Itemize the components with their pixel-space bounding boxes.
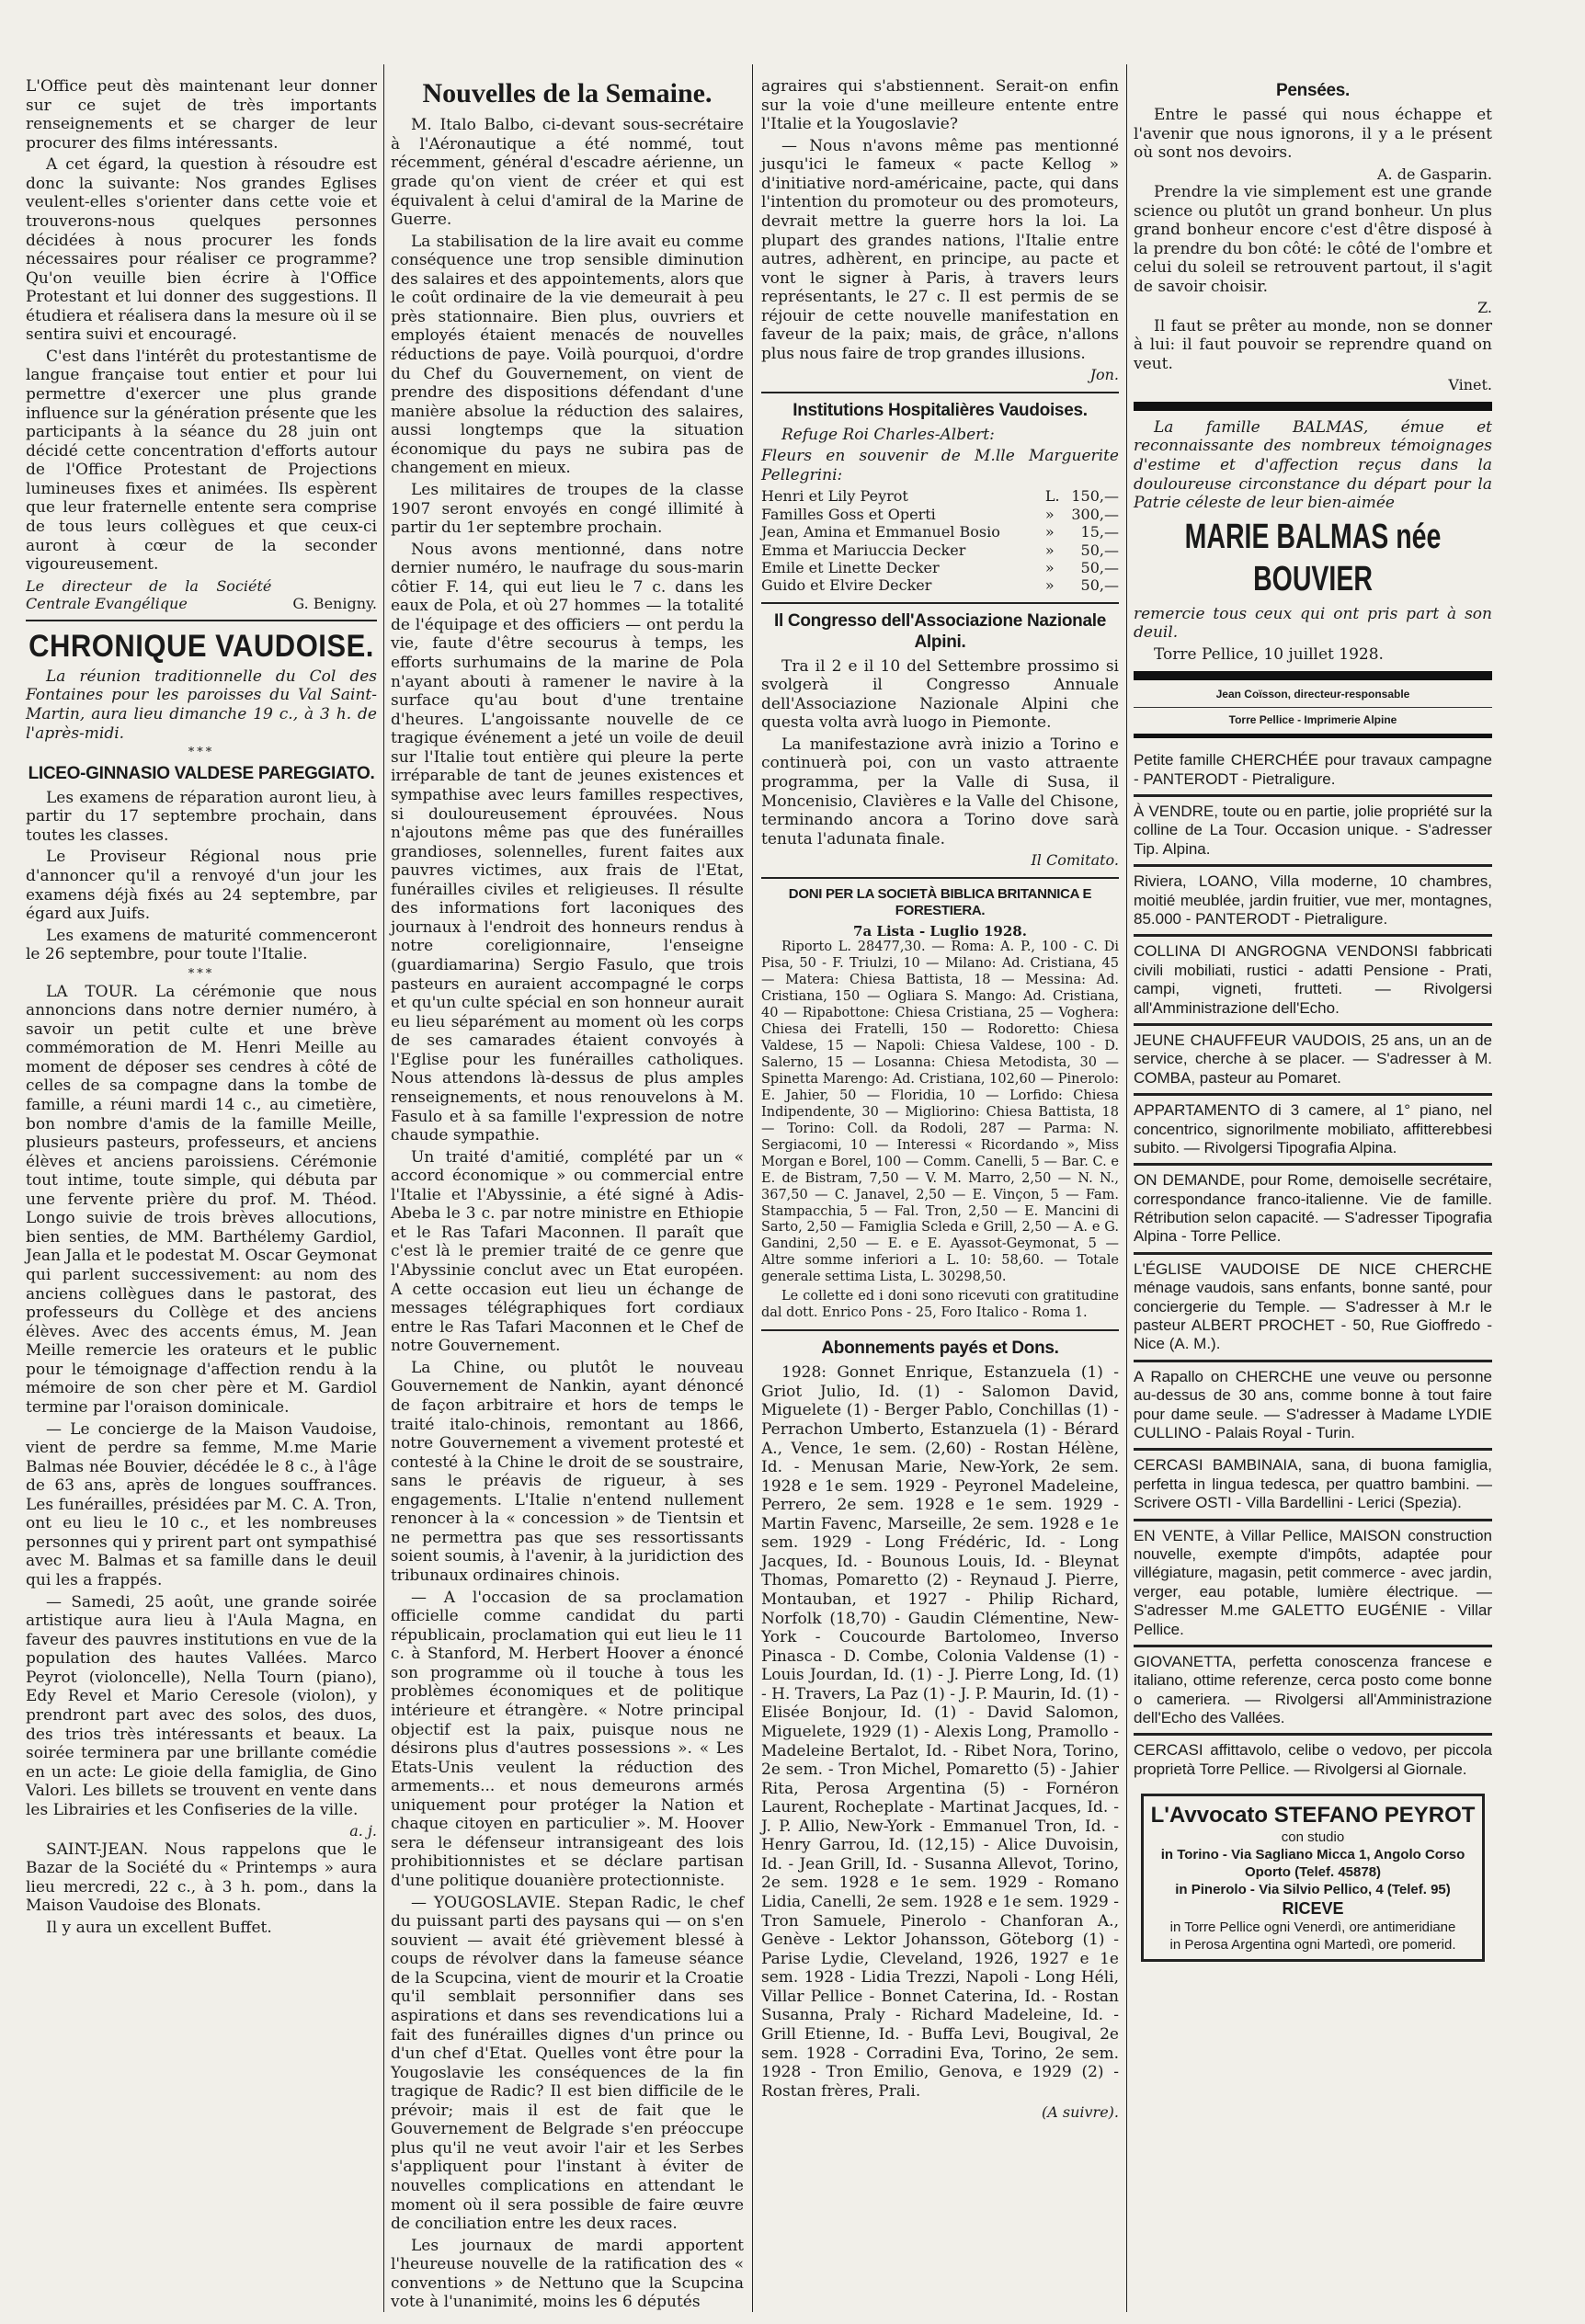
news-continuation: agraires qui s'abstiennent. Serait-on enfin sur la voie d'une meilleure entente entre l'Italie et la Yougoslavie?: [761, 77, 1119, 134]
pensee-text: Entre le passé qui nous échappe et l'avenir que nous ignorons, il y a le présent où sont nos devoirs.: [1134, 105, 1492, 163]
alpini-paragraph: La manifestazione avrà inizio a Torino e continuerà poi, con un vasto attraente programma, per la Valle di Susa, il Moncenisio, Clavières e la Valle del Chisone, terminando ancora a Torino dove sarà tenuta l'adunata finale.: [761, 735, 1119, 849]
intro-paragraph: C'est dans l'intérêt du protestantisme de langue française tout entier et pour lui permettre d'exercer une plus grande influence sur la génération présente que les participants à la séance du 28 juin ont décidé cette concentration d'efforts autour de l'Office Protestant de Projections lumineuses fixes et animées. Ils espèrent que leur fraternelle entente sera comprise de tous leurs collègues et que ceux-ci auront à cœur de la seconder vigoureusement.: [26, 347, 377, 575]
alpini-paragraph: Tra il 2 e il 10 del Settembre prossimo si svolgerà il Congresso Annuale dell'Associazione Nazionale Alpini che questa volta avrà luogo in Piemonte.: [761, 656, 1119, 733]
table-row: Emma et Mariuccia Decker » 50,—: [761, 541, 1119, 559]
news-paragraph: Nous avons mentionné, dans notre dernier numéro, le naufrage du sous-marin côtier F. 14, qui eut lieu le 7 c. dans les eaux de Pola, et où 27 hommes — la totalité de l'équipage et des officiers — ont perdu la vie, faute d'être secourus à temps, les efforts surhumains de la marine de Pola n'ayant abouti à ramener le navire à la surface qu'au bout d'une trentaine d'heures. L'angoissante nouvelle de ce tragique événement a jeté un voile de deuil sur l'Italie tout entière qui pleure la perte irréparable de tant de jeunes existences et sympathise avec leurs familles respectives, si douloureusement éprouvées. Nous n'ajoutons même pas que des funérailles grandioses, solennelles, furent faites aux pauvres victimes, aux frais de l'Etat, funérailles civiles et religieuses. Il résulte des informations fort laconiques des journaux à l'endroit des honneurs rendus à notre coreligionnaire, l'enseigne (guardiamarina) Sergio Fasulo, que trois pasteurs en auraient accompagné le corps et qu'un culte spécial en son honneur aurait eu lieu séparément au moment où les corps de ses camarades étaient convoyés à l'Eglise pour les funérailles catholiques. Nous attendons là-dessus de plus amples renseignements, et nous renouvelons à M. Fasulo et à sa famille l'expression de notre chaude sympathie.: [391, 540, 744, 1145]
classified-ad: L'ÉGLISE VAUDOISE DE NICE CHERCHE ménage vaudois, sans enfants, bonne santé, pour conciergerie du Temple. — S'adresser à M.r le pasteur ALBERT PROCHET - 50, Rue Gioffredo - Nice (A. M.).: [1134, 1252, 1492, 1360]
news-paragraph: M. Italo Balbo, ci-devant sous-secrétaire à l'Aéronautique a été nommé, tout récemment, général d'escadre aérienne, un grade qu'on vient de créer et qui est équivalent à celui d'amiral de la Marine de Guerre.: [391, 116, 744, 230]
classified-ad: EN VENTE, à Villar Pellice, MAISON construction nouvelle, exempte d'impôts, adaptée pour villégiature, magasin, petit commerce - avec jardin, verger, eau potable, lumière électrique. — S'adresser M.me GALETTO EUGÉNIE - Villar Pellice.: [1134, 1519, 1492, 1645]
balmas-date: Torre Pellice, 10 juillet 1928.: [1154, 644, 1384, 664]
column-rule: [752, 64, 753, 2312]
latour-paragraph: — Le concierge de la Maison Vaudoise, vient de perdre sa femme, M.me Marie Balmas née Bouvier, décédée le 8 c., à l'âge de 63 ans, après de longues souffrances. Les funérailles, présidées par M. C. A. Tron, ont eu lieu le 10 c., et les nombreuses personnes qui y prirent part ont sympathisé avec M. Balmas et sa famille dans le deuil qui les a frappés.: [26, 1419, 377, 1590]
pensee-text: Prendre la vie simplement est une grande science ou plutôt un grand bonheur. Un plus grand bonheur encore c'est d'être disposé à la prendre du bon côté: le côté de l'ombre et celui du soleil se retrouvent partout, il s'agit de savoir choisir.: [1134, 183, 1492, 296]
table-row: Henri et Lily Peyrot L. 150,—: [761, 487, 1119, 506]
classified-ad: CERCASI BAMBINAIA, sana, di buona famiglia, perfetta in lingua tedesca, per quattro bambini. — Scrivere OSTI - Villa Bardellini - Lerici (Spezia).: [1134, 1448, 1492, 1518]
news-paragraph: Un traité d'amitié, complété par un « accord économique » ou commercial entre l'Italie et l'Abyssinie, a été signé à Adis-Abeba le 3 c. par notre ministre en Ethiopie et le Ras Tafari Maconnen. Il paraît que c'est là le premier traité de ce genre que l'Abyssinie conclut avec un Etat européen. A cette occasion eut lieu un échange de messages télégraphiques fort cordiaux entre le Ras Tafari Maconnen et le Chef de notre Gouvernement.: [391, 1147, 744, 1356]
imprint-director: Jean Coïsson, directeur-responsable: [1215, 688, 1410, 701]
classified-ad: ON DEMANDE, pour Rome, demoiselle secrétaire, correspondance franco-italienne. Vie de famille. Rétribution selon capacité. — S'adresser Tipografia Alpina - Torre Pellice.: [1134, 1163, 1492, 1252]
separator-stars: ***: [188, 746, 215, 760]
column-4: [1134, 77, 1492, 2302]
table-row: Emile et Linette Decker » 50,—: [761, 558, 1119, 576]
classified-ad: A Rapallo on CHERCHE une veuve ou personne au-dessus de 30 ans, comme bonne à tout faire pour dame seule. — S'adresser à Madame LYDIE CULLINO - Palais Royal - Turin.: [1134, 1360, 1492, 1449]
doni-title: DONI PER LA SOCIETÀ BIBLICA BRITANNICA E FORESTIERA.: [788, 885, 1092, 918]
black-divider: [1134, 671, 1492, 680]
liceo-title: LICEO-GINNASIO VALDESE PAREGGIATO.: [28, 763, 375, 783]
classified-ad: APPARTAMENTO di 3 camere, al 1° piano, nel concentrico, signorilmente mobiliato, affitterebbesi subito. — Rivolgersi Tipografia Alpina.: [1134, 1093, 1492, 1163]
news-signature: Jon.: [1089, 366, 1119, 384]
intro-signature-title: Le directeur de la Société Centrale Evangélique: [26, 576, 272, 612]
lawyer-line: RICEVE: [1282, 1899, 1344, 1919]
lawyer-line: in Pinerolo - Via Silvio Pellico, 4 (Telef. 95): [1175, 1881, 1451, 1897]
classified-ad: COLLINA DI ANGROGNA VENDONSI fabbricati civili mobiliati, rustici - adatti Pensione - Prati, campi, vigneti, frutteti. — Rivolgersi all'Amministrazione dell'Echo.: [1134, 934, 1492, 1023]
black-divider: [1134, 402, 1492, 411]
stjean-paragraph: SAINT-JEAN. Nous rappelons que le Bazar de la Société du « Printemps » aura lieu mercredi, 22 c., à 3 h. pom., dans la Maison Vaudoise des Blonats.: [26, 1840, 377, 1916]
classified-ad: GIOVANETTA, perfetta conoscenza francese e italiano, ottime referenze, cerca posto come bonne o cameriera. — Rivolgersi all'Amministrazione dell'Echo des Vallées.: [1134, 1645, 1492, 1734]
liceo-paragraph: Les examens de maturité commenceront le 26 septembre, pour toute l'Italie.: [26, 926, 377, 964]
lawyer-line: con studio: [1281, 1829, 1345, 1846]
alpini-signature: Il Comitato.: [1031, 851, 1119, 870]
classified-ad: JEUNE CHAUFFEUR VAUDOIS, 25 ans, un an de service, cherche à se placer. — S'adresser à M. COMBA, pasteur au Pomaret.: [1134, 1023, 1492, 1093]
latour-signature: a. j.: [349, 1822, 377, 1840]
balmas-name: MARIE BALMAS née BOUVIER: [1184, 517, 1442, 598]
news-paragraph: Les journaux de mardi apportent l'heureuse nouvelle de la ratification des « conventions » de Nettuno que la Scupcina vote à l'unanimité, moins les 6 députés: [391, 2236, 744, 2312]
news-paragraph: La stabilisation de la lire avait eu comme conséquence une trop sensible diminution des salaires et des appointements, alors que le coût ordinaire de la vie demeurait à peu près stationnaire. Bien plus, ouvriers et employés étaient menacés de nouvelles réductions de paye. Voilà pourquoi, d'ordre du Chef du Gouvernement, on vient de prendre des dispositions défendant d'une manière absolue la réduction des salaires, aussi longtemps que la situation économique du pays ne subira pas de changement en mieux.: [391, 232, 744, 478]
alpini-title: Il Congresso dell'Associazione Nazionale Alpini.: [773, 610, 1106, 652]
latour-paragraph: — Samedi, 25 août, une grande soirée artistique aura lieu à l'Aula Magna, en faveur des pauvres institutions en vue de la population des hautes Vallées. Marco Peyrot (violoncelle), Nella Tourn (piano), Edy Revel et Mario Ceresole (violon), y prendront part avec des solos, des duos, des trios très intéressants et beaux. La soirée terminera par une brillante comédie en un acte: Le gioie della famiglia, de Gino Valori. Les billets se trouvent en vente dans les Librairies et les Confiseries de la ville.: [26, 1592, 377, 1819]
table-row: Guido et Elvire Decker » 50,—: [761, 576, 1119, 595]
intro-paragraph: L'Office peut dès maintenant leur donner sur ce sujet de très importants renseignements et se charger de leur procurer des films intéressants.: [26, 77, 377, 153]
latour-paragraph: LA TOUR. La cérémonie que nous annoncions dans notre dernier numéro, à savoir un petit culte et une brève commémoration de M. Henri Meille au moment de déposer ses cendres à côté de celles de sa compagne dans la tombe de famille, a réuni mardi 14 c., au cimetière, bon nombre d'amis de la famille Meille, plusieurs pasteurs, professeurs, et anciens élèves et anciens paroissiens. Cérémonie tout intime, toute simple, qui débuta par une fervente prière du prof. M. Théod. Longo suivie de trois brèves allocutions, bien senties, de MM. Barthélemy Gardiol, Jean Jalla et le podestat M. Oscar Geymonat qui parlent successivement: au nom des anciens collègues dans le pastorat, des professeurs du Collège et des anciens élèves. Avec des accents émus, M. Jean Meille remercie les orateurs et le public pour le témoignage d'affection rendu à la mémoire de son cher père et M. Gardiol termine par l'oraison dominicale.: [26, 982, 377, 1417]
balmas-notice: remercie tous ceux qui ont pris part à son deuil.: [1134, 604, 1492, 643]
liceo-paragraph: Le Proviseur Régional nous prie d'annoncer qu'il a renvoyé d'un jour les examens déjà fixés au 24 septembre, par égard aux Juifs.: [26, 848, 377, 924]
intro-signature-name: G. Benigny.: [292, 594, 377, 612]
news-continuation: — Nous n'avons même pas mentionné jusqu'ici le fameux « pacte Kellog » d'initiative nord-américaine, pacte, qui dans l'intention du promoteur ou des promoteurs, devrait mettre la guerre hors la loi. La plupart des grandes nations, l'Italie entre autres, adhèrent, en principe, au pacte et vont le signer à Paris, à travers leurs représentants, le 27 c. Il est permis de se réjouir de cette nouvelle manifestation en faveur de la paix; mais, de grâce, n'allons plus nous faire de trop grandes illusions.: [761, 136, 1119, 363]
institutions-title: Institutions Hospitalières Vaudoises.: [792, 400, 1088, 420]
classified-ad: À VENDRE, toute ou en partie, jolie propriété sur la colline de La Tour. Occasion unique. - S'adresser Tip. Alpina.: [1134, 794, 1492, 864]
column-3: [761, 77, 1119, 2302]
column-rule: [1126, 64, 1127, 2312]
lawyer-line: in Torino - Via Sagliano Micca 1, Angolo Corso Oporto (Telef. 45878): [1160, 1847, 1465, 1880]
donations-table: [761, 487, 1119, 594]
news-paragraph: La Chine, ou plutôt le nouveau Gouvernement de Nankin, ayant dénoncé de façon arbitraire et hors de temps le traité italo-chinois, remontant au 1866, notre Gouvernement a vivement protesté et contesté à la Chine le droit de se soustraire, sans le préavis de rigueur, à ses engagements. L'Italie n'entend nullement renoncer à la « concession » de Tientsin et ne permettra pas que ses ressortissants soient soumis, à l'avenir, à la juridiction des tribunaux ordinaires chinois.: [391, 1358, 744, 1586]
balmas-notice: La famille BALMAS, émue et reconnaissante des nombreux témoignages d'estime et d'affection reçus dans la douloureuse circonstance du départ pour la Patrie céleste de leur bien-aimée: [1134, 417, 1492, 513]
classified-ad: Riviera, LOANO, Villa moderne, 10 chambres, moitié meublée, jardin fruitier, vue mer, montagnes, 85.000 - PANTERODT - Pietraligure.: [1134, 864, 1492, 934]
news-paragraph: — YOUGOSLAVIE. Stepan Radic, le chef du puissant parti des paysans qui — on s'en souvient — avait été grièvement blessé à coups de révolver dans la fameuse séance de la Scupcina, vient de mourir et la Croatie qu'il semblait personnifier dans ses aspirations et dans ses revendications lui a fait des funérailles dignes d'un prince ou d'un chef d'Etat. Quelles vont être pour la Yougoslavie les conséquences de la fin tragique de Radic? Il est bien difficile de le prévoir; mais il est de fait que le Gouvernement de Belgrade s'en préoccupe plus qu'il ne veut avoir l'air et les Serbes s'appliquent pour l'instant à éviter de nouvelles complications en attendant le moment où il sera possible de faire œuvre de conciliation entre les deux races.: [391, 1893, 744, 2234]
table-row: Jean, Amina et Emmanuel Bosio » 15,—: [761, 523, 1119, 541]
lawyer-ad: [1141, 1794, 1485, 1962]
table-row: Familles Goss et Operti » 300,—: [761, 505, 1119, 523]
pensee-author: Vinet.: [1448, 376, 1492, 394]
doni-list: Riporto L. 28477,30. — Roma: A. P., 100 - C. Di Pisa, 50 - F. Triulzi, 10 — Milano: Ad. Cristiana, 45 — Matera: Chiesa Battista, 18 — Messina: Ad. Cristiana, 150 — Ogliara S. Mango: Ad. Cristiana, 40 — Ripabottone: Chiesa Cristiana, 25 — Voghera: Chiesa dei Fratelli, 150 — Rodoretto: Chiesa Valdese, 15 — Napoli: Chiesa Valdese, 100 - D. Salerno, 15 — Losanna: Chiesa Metodista, 30 — Spinetta Marengo: Ad. Cristiana, 102,60 — Pinerolo: E. Jahier, 50 — Floridia, 10 — Lorfido: Chiesa Indipendente, 30 — Migliorino: Chiesa Battista, 18 — Torino: Coll. da Rodoli, 287 — Parma: N. Sergiacomi, 10 — Interessi « Ricordando », Miss Morgan e Borel, 100 — Comm. Canelli, 5 — Bar. C. e E. de Bistram, 7,50 — V. M. Marro, 2,50 — N. N., 367,50 — C. Janavel, 2,50 — E. Vinçon, 5 — Fam. Stampacchia, 5 — Fal. Tron, 2,50 — E. Mancini di Sarto, 2,50 — Famiglia Scleda e Grill, 2,50 — A. e G. Gandini, 2,50 — E. e E. Ayassot-Geymonat, 5 — Altre somme inferiori a L. 10: 58,60. — Totale generale settima Lista, L. 30298,50.: [761, 940, 1119, 1285]
chronique-lead: La réunion traditionnelle du Col des Fontaines pour les paroisses du Val Saint-Martin, aura lieu dimanche 19 c., à 3 h. de l'après-midi.: [26, 666, 377, 743]
imprint-printer: Torre Pellice - Imprimerie Alpine: [1228, 712, 1397, 726]
abonnements-list: 1928: Gonnet Enrique, Estanzuela (1) - Griot Julio, Id. (1) - Salomon David, Miguelete (1) - Berger Pablo, Conchillas (1) - Perrachon Umberto, Estanzuela (1) - Bérard A., Vence, 1e sem. (2,60) - Rostan Hélène, Id. - Menusan Marie, New-York, 2e sem. 1928 e 1e sem. 1929 - Peyronel Madeleine, Perrero, 2e sem. 1928 e 1e sem. 1929 - Martin Favenc, Marseille, 2e sem. 1928 e 1e sem. 1929 - Long Frédéric, Id. - Long Jacques, Id. - Bounous Louis, Id. - Bleynat Thomas, Pomaretto (2) - Reynaud J. Pierre, Montauban, et 1927 - Philip Richard, Norfolk (18,70) - Gaudin Clémentine, New-York - Coucourde Bartolomeo, Inverso Pinasca - D. Combe, Colonia Valdense (1) - Louis Jourdan, Id. (1) - J. Pierre Long, Id. (1) - H. Travers, La Paz (1) - J. P. Maurin, Id. (1) - Elisée Bonjour, Id. (1) - David Salomon, Miguelete, 1929 (1) - Alexis Long, Pramollo - Madeleine Bertalot, Id. - Ribet Nora, Torino, 2e sem. - Tron Michel, Pomaretto (5) - Jahier Rita, Perosa Argentina (5) - Fornéron Laurent, Rocheplate - Martinat Jacques, Id. - J. P. Allio, New-York - Emmanuel Tron, Id. - Henry Garrou, Id. (12,15) - Alice Duvoisin, Id. - Jean Grill, Id. - Susanna Allevot, Torino, 2e sem. 1928 e 1e sem. 1929 - Romano Lidia, Canelli, 2e sem. 1928 e 1e sem. 1929 - Tron Samuele, Pinerolo - Chanforan A., Genève - Lektor Johansson, Göteborg (1) - Parise Lydie, Cleveland, 1926, 1927 e 1e sem. 1928 - Lidia Trezzi, Napoli - Long Héli, Villar Pellice - Bonnet Caterina, Id. - Rostan Susanna, Praly - Richard Madeleine, Id. - Grill Etienne, Id. - Buffa Levi, Bougival, 2e sem. 1928 - Corradini Eva, Torino, 2e sem. 1928 - Tron Emilio, Genova, e 1929 (2) - Rostan frères, Prali.: [761, 1363, 1119, 2101]
liceo-paragraph: Les examens de réparation auront lieu, à partir du 17 septembre prochain, dans toutes les classes.: [26, 788, 377, 845]
abonnements-suivre: (A suivre).: [1042, 2103, 1119, 2122]
institutions-subtitle: Refuge Roi Charles-Albert:: [781, 425, 995, 444]
abonnements-title: Abonnements payés et Dons.: [821, 1339, 1059, 1359]
institutions-subtitle: Fleurs en souvenir de M.lle Marguerite Pellegrini:: [761, 447, 1119, 484]
column-1: [26, 77, 377, 2302]
chronique-title: CHRONIQUE VAUDOISE.: [29, 628, 374, 665]
intro-paragraph: A cet égard, la question à résoudre est donc la suivante: Nos grandes Eglises veulent-elles s'orienter dans cette voie et trouverons-nous quelques personnes décidées à nous procurer les fonds nécessaires pour réaliser ce programme? Qu'on veuille bien écrire à l'Office Protestant et lui donner des suggestions. Il étudiera et réalisera dans la mesure où il se sentira suivi et encouragé.: [26, 155, 377, 345]
pensee-author: A. de Gasparin.: [1377, 165, 1492, 183]
separator-stars: ***: [188, 966, 215, 981]
column-rule: [383, 64, 384, 2312]
doni-note: Le collette ed i doni sono ricevuti con gratitudine dal dott. Enrico Pons - 25, Foro Italico - Roma 1.: [761, 1289, 1119, 1321]
stjean-paragraph: Il y aura un excellent Buffet.: [46, 1918, 272, 1937]
doni-subtitle: 7a Lista - Luglio 1928.: [853, 922, 1027, 940]
lawyer-line: in Torre Pellice ogni Venerdì, ore antimeridiane: [1169, 1919, 1456, 1935]
classified-ad: CERCASI affittavolo, celibe o vedovo, per piccola proprietà Torre Pellice. — Rivolgersi al Giornale.: [1134, 1733, 1492, 1784]
classified-ad: Petite famille CHERCHÉE pour travaux campagne - PANTERODT - Pietraligure.: [1134, 751, 1492, 788]
pensee-author: Z.: [1477, 299, 1492, 317]
news-paragraph: Les militaires de troupes de la classe 1907 seront envoyés en congé illimité à partir du 1er septembre prochain.: [391, 480, 744, 538]
nouvelles-title: Nouvelles de la Semaine.: [422, 78, 713, 108]
lawyer-name: L'Avvocato STEFANO PEYROT: [1150, 1803, 1476, 1828]
column-2: [391, 77, 744, 2312]
pensee-text: Il faut se prêter au monde, non se donner à lui: il faut pouvoir se reprendre quand on veut.: [1134, 316, 1492, 373]
black-divider: [1134, 734, 1492, 738]
pensees-title: Pensées.: [1276, 81, 1350, 100]
lawyer-line: in Perosa Argentina ogni Martedì, ore pomerid.: [1169, 1936, 1456, 1953]
news-paragraph: — A l'occasion de sa proclamation officielle comme candidat du parti républicain, proclamation qui eut lieu le 11 c. à Stanford, M. Herbert Hoover a énoncé son programme où il touche à tous les problèmes économiques et de politique intérieure et étrangère. « Notre principal objectif est la paix, puisque nous ne désirons plus d'autres possessions ». « Les Etats-Unis veulent la réduction des armements... et nous demeurons armés uniquement pour protéger la Nation et chaque citoyen en particulier ». M. Hoover sera le défenseur intransigeant des lois prohibitionnistes et se déclare partisan d'une politique douanière protectionniste.: [391, 1588, 744, 1891]
